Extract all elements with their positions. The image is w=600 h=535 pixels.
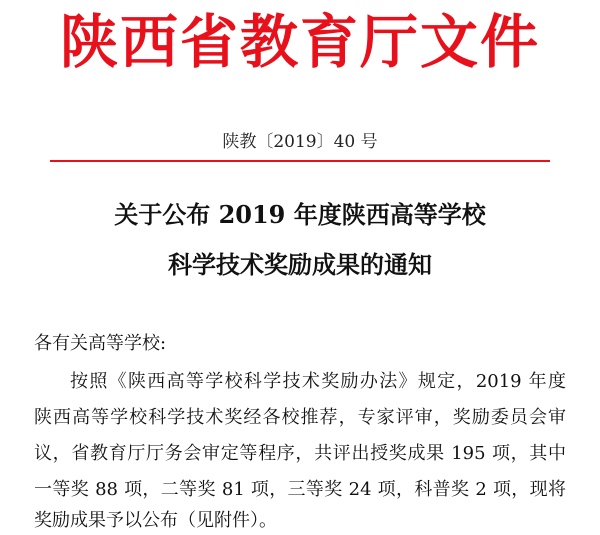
notice-title-line-2: 科学技术奖励成果的通知: [168, 250, 432, 279]
document-number: 陕教〔2019〕40 号: [222, 132, 378, 152]
body-line-1: 按照《陕西高等学校科学技术奖励办法》规定，2019 年度: [70, 371, 566, 392]
issuing-authority-header: 陕西省教育厅文件: [59, 8, 540, 76]
notice-title-line-1: 关于公布 2019 年度陕西高等学校: [114, 200, 486, 229]
body-line-2: 陕西高等学校科学技术奖经各校推荐，专家评审，奖励委员会审: [34, 407, 566, 428]
salutation: 各有关高等学校:: [34, 333, 167, 354]
red-divider-line: [50, 160, 550, 162]
body-line-4: 一等奖 88 项，二等奖 81 项，三等奖 24 项，科普奖 2 项，现将: [34, 479, 566, 500]
body-line-3: 议，省教育厅厅务会审定等程序，共评出授奖成果 195 项，其中: [34, 443, 566, 464]
body-line-5: 奖励成果予以公布（见附件）。: [34, 510, 277, 531]
